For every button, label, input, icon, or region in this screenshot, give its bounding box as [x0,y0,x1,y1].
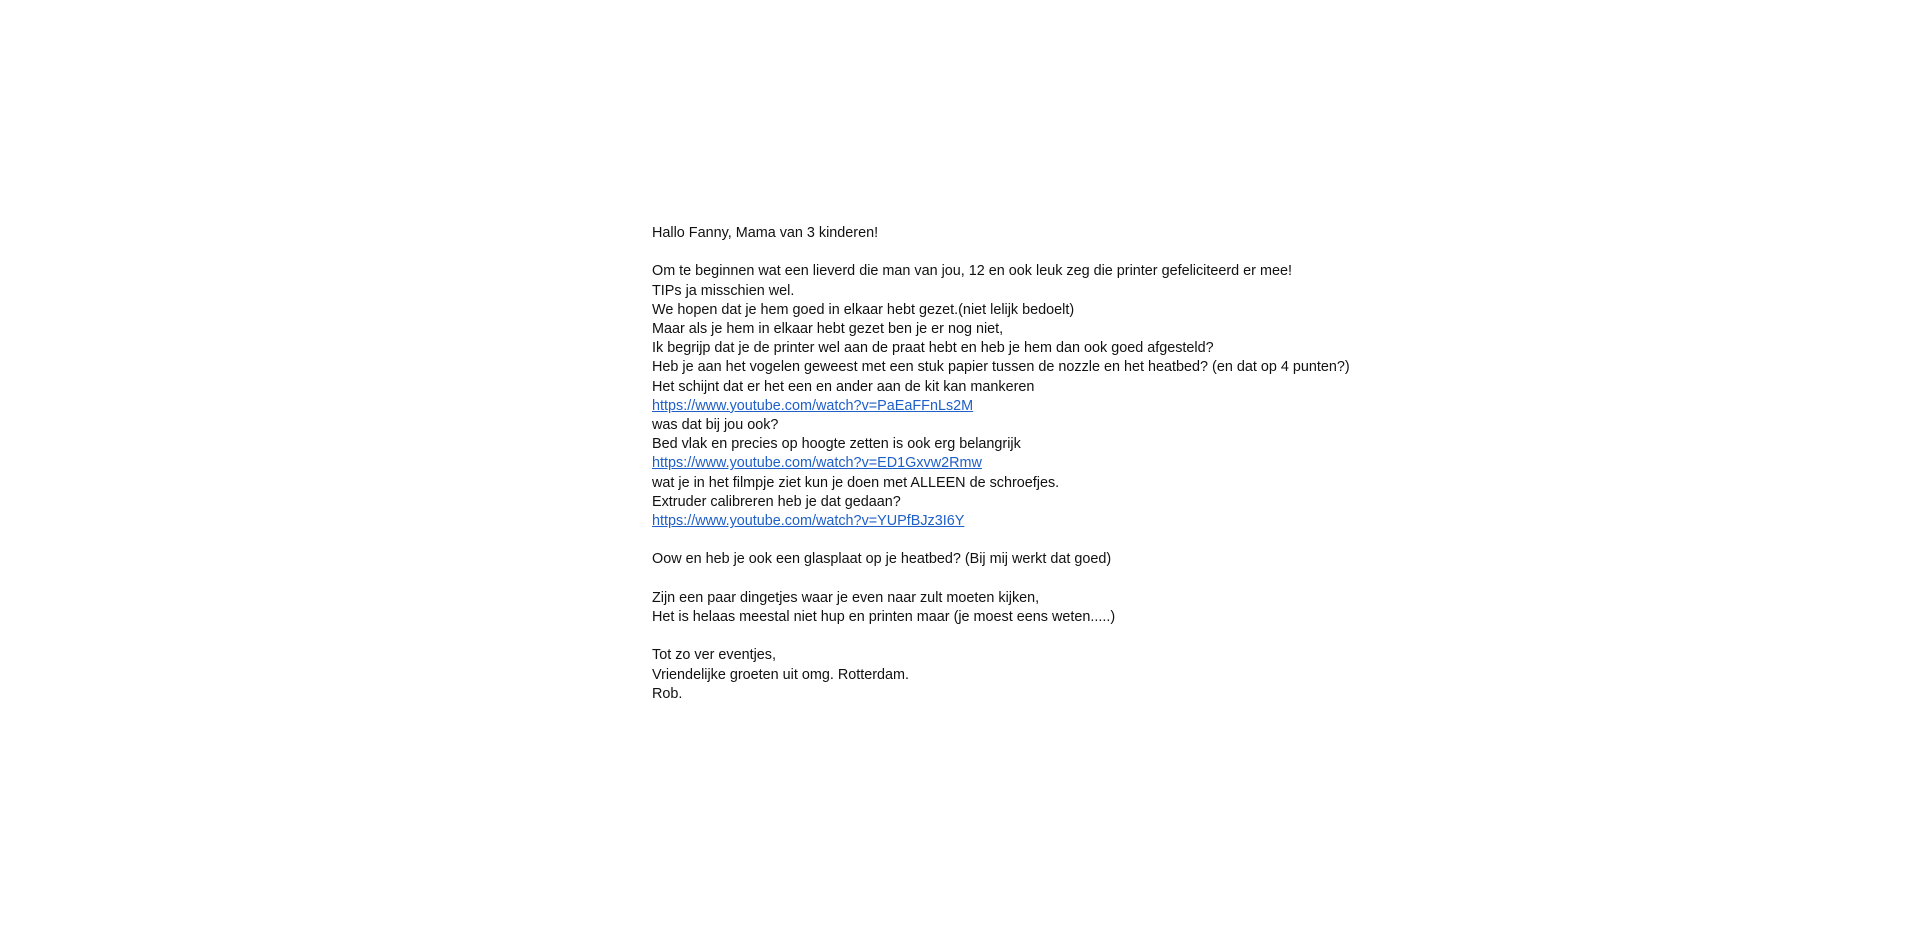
youtube-link-2-line [652,454,1472,473]
youtube-link-2[interactable]: https://www.youtube.com/watch?v=ED1Gxvw2Rmw [652,455,982,472]
youtube-link-3-line [652,512,1472,531]
body-line: Maar als je hem in elkaar hebt gezet ben je er nog niet, [652,321,1004,337]
blank-line [652,627,1472,646]
greeting-line: Hallo Fanny, Mama van 3 kinderen! [652,225,879,241]
signature: Rob. [652,685,683,702]
youtube-link-3[interactable]: https://www.youtube.com/watch?v=YUPfBJz3I6Y [652,513,965,530]
body-line: Extruder calibreren heb je dat gedaan? [652,493,901,510]
blank-line [652,243,1472,262]
body-line: was dat bij jou ook? [652,417,779,434]
body-line: Zijn een paar dingetjes waar je even naar zult moeten kijken, [652,589,1040,606]
youtube-link-1-line [652,397,1472,416]
body-line: TIPs ja misschien wel. [652,282,795,299]
blank-line [652,570,1472,589]
body-line: wat je in het filmpje ziet kun je doen met ALLEEN de schroefjes. [652,474,1060,491]
body-line: Ik begrijp dat je de printer wel aan de praat hebt en heb je hem dan ook goed afgesteld? [652,340,1214,357]
body-line: Het schijnt dat er het een en ander aan de kit kan mankeren [652,378,1035,395]
closing-line: Vriendelijke groeten uit omg. Rotterdam. [652,666,910,683]
body-line: Om te beginnen wat een lieverd die man van jou, 12 en ook leuk zeg die printer gefeliciteerd er mee! [652,263,1292,280]
youtube-link-1[interactable]: https://www.youtube.com/watch?v=PaEaFFnLs2M [652,397,974,414]
body-line: Bed vlak en precies op hoogte zetten is ook erg belangrijk [652,436,1021,453]
letter-body [652,224,1472,704]
body-line: Oow en heb je ook een glasplaat op je heatbed? (Bij mij werkt dat goed) [652,551,1112,568]
closing-line: Tot zo ver eventjes, [652,647,776,664]
body-line: Het is helaas meestal niet hup en printen maar (je moest eens weten.....) [652,609,1116,626]
body-line: We hopen dat je hem goed in elkaar hebt gezet.(niet lelijk bedoelt) [652,301,1075,318]
body-line: Heb je aan het vogelen geweest met een stuk papier tussen de nozzle en het heatbed? (en dat op 4 punten?) [652,359,1350,376]
blank-line [652,531,1472,550]
